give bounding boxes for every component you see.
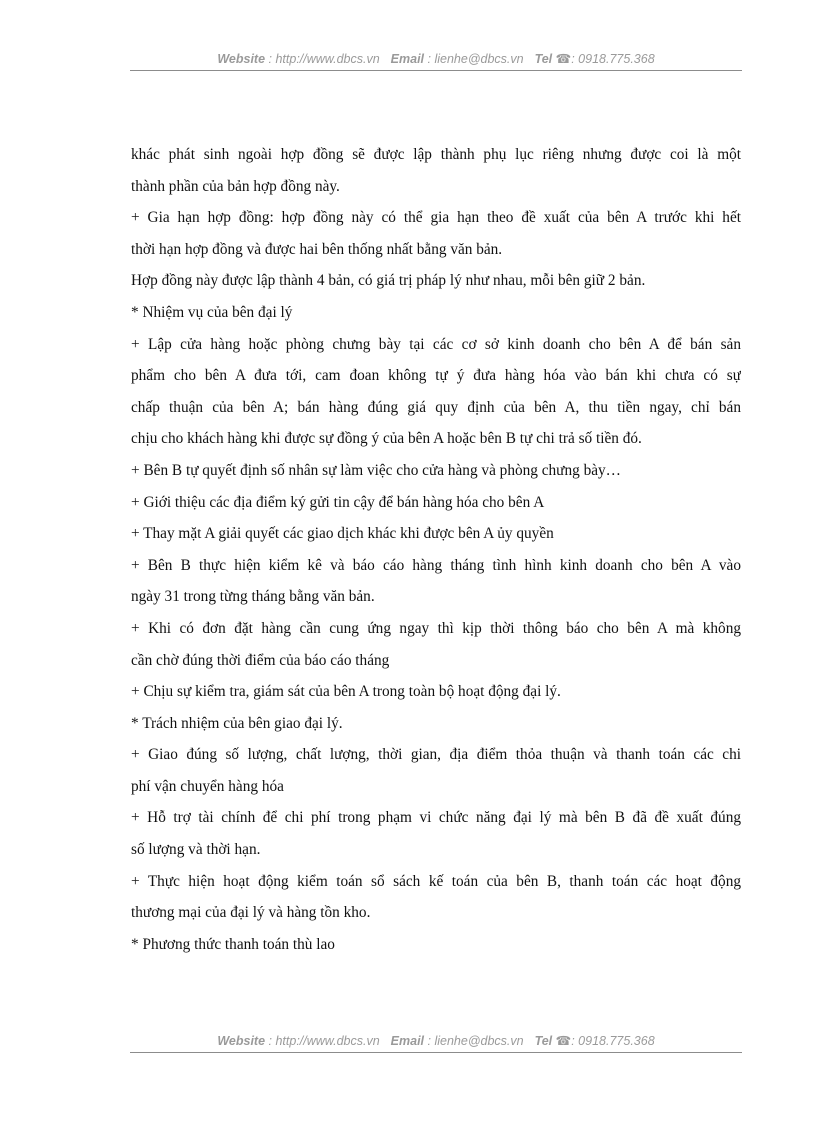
email-value: : lienhe@dbcs.vn	[427, 1034, 524, 1048]
text-line: thành phần của bản hợp đồng này.	[131, 177, 340, 195]
section-heading: * Nhiệm vụ của bên đại lý	[131, 303, 293, 321]
text-line: chấp thuận của bên A; bán hàng đúng giá quy định của bên A, thu tiền ngay, chỉ bán	[131, 398, 741, 416]
text-line: + Thay mặt A giải quyết các giao dịch khác khi được bên A ủy quyền	[131, 525, 554, 543]
footer-divider	[130, 1052, 742, 1053]
text-line: + Bên B tự quyết định số nhân sự làm việc cho cửa hàng và phòng chưng bày…	[131, 461, 621, 479]
text-line: cần chờ đúng thời điểm của báo cáo tháng	[131, 651, 390, 669]
email-label: Email	[390, 52, 425, 66]
website-label: Website	[217, 52, 266, 66]
website-value: : http://www.dbcs.vn	[268, 52, 380, 66]
tel-value: : 0918.775.368	[571, 52, 655, 66]
text-line: thương mại của đại lý và hàng tồn kho.	[131, 904, 371, 922]
text-line: + Thực hiện hoạt động kiểm toán sổ sách kế toán của bên B, thanh toán các hoạt động	[131, 872, 741, 890]
text-line: + Hỗ trợ tài chính để chi phí trong phạm vi chức năng đại lý mà bên B đã đề xuất đúng	[131, 809, 741, 827]
text-line: + Bên B thực hiện kiểm kê và báo cáo hàng tháng tình hình kinh doanh cho bên A vào	[131, 556, 741, 574]
text-line: + Gia hạn hợp đồng: hợp đồng này có thể gia hạn theo đề xuất của bên A trước khi hết	[131, 209, 741, 227]
text-line: + Giới thiệu các địa điểm ký gửi tin cậy để bán hàng hóa cho bên A	[131, 493, 545, 511]
text-line: số lượng và thời hạn.	[131, 841, 261, 859]
text-line: chịu cho khách hàng khi được sự đồng ý của bên A hoặc bên B tự chi trả số tiền đó.	[131, 430, 642, 448]
text-line: phẩm cho bên A đưa tới, cam đoan không tự ý đưa hàng hóa vào bán khi chưa có sự	[131, 367, 741, 385]
text-line: + Giao đúng số lượng, chất lượng, thời gian, địa điểm thỏa thuận và thanh toán các chi	[131, 746, 741, 764]
tel-label: Tel	[534, 52, 553, 66]
text-line: + Khi có đơn đặt hàng cần cung ứng ngay thì kịp thời thông báo cho bên A mà không	[131, 619, 741, 637]
page-footer	[130, 1033, 742, 1048]
website-value: : http://www.dbcs.vn	[268, 1034, 380, 1048]
website-label: Website	[217, 1034, 266, 1048]
text-line: + Chịu sự kiểm tra, giám sát của bên A trong toàn bộ hoạt động đại lý.	[131, 683, 561, 701]
text-line: + Lập cửa hàng hoặc phòng chưng bày tại các cơ sở kinh doanh cho bên A để bán sản	[131, 335, 741, 353]
text-line: khác phát sinh ngoài hợp đồng sẽ được lập thành phụ lục riêng nhưng được coi là một	[131, 146, 741, 163]
tel-value: : 0918.775.368	[571, 1034, 655, 1048]
tel-label: Tel	[534, 1034, 553, 1048]
text-line: Hợp đồng này được lập thành 4 bản, có giá trị pháp lý như nhau, mỗi bên giữ 2 bản.	[131, 272, 646, 290]
document-body	[131, 139, 741, 960]
email-label: Email	[390, 1034, 425, 1048]
phone-icon: ☎	[555, 1034, 572, 1048]
header-divider	[130, 70, 742, 71]
page-header	[130, 51, 742, 66]
text-line: thời hạn hợp đồng và được hai bên thống nhất bằng văn bản.	[131, 240, 503, 258]
section-heading: * Phương thức thanh toán thù lao	[131, 935, 335, 953]
text-line: ngày 31 trong từng tháng bằng văn bản.	[131, 588, 375, 606]
text-line: phí vận chuyển hàng hóa	[131, 777, 284, 795]
email-value: : lienhe@dbcs.vn	[427, 52, 524, 66]
section-heading: * Trách nhiệm của bên giao đại lý.	[131, 714, 343, 732]
phone-icon: ☎	[555, 52, 572, 66]
